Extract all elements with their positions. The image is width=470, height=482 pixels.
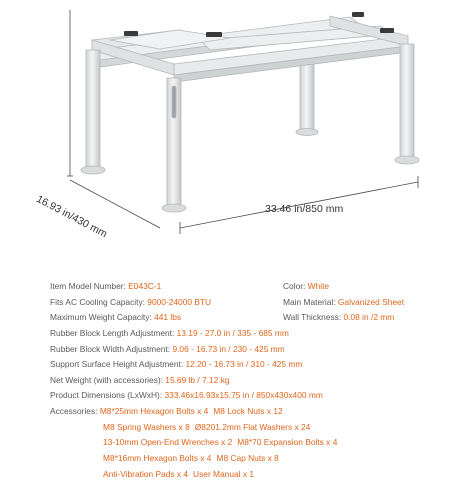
rubber-width-label: Rubber Block Width Adjustment: [50,343,171,354]
accessories-row-1 [50,404,465,420]
spec-row-weight-capacity [50,310,465,326]
spec-row-net-weight [50,373,465,389]
spec-row-rubber-width [50,342,465,358]
net-weight-label: Net Weight (with accessories): [50,374,163,385]
accessories-row-2 [50,420,465,436]
spec-row-cooling [50,295,465,311]
max-weight-label: Maximum Weight Capacity: [50,312,152,323]
accessory-item: M8*16mm Hexagon Bolts x 4 [103,453,212,464]
dimensions-label: Product Dimensions (LxWxH): [50,390,163,401]
color-value: White [307,281,330,291]
specifications [50,279,465,482]
accessory-item: M8 Spring Washers x 8 [103,421,190,432]
accessory-item: User Manual x 1 [193,468,255,479]
max-weight-value: 441 lbs [154,312,182,323]
material-label: Main Material: [283,296,336,307]
dimensions-value: 333.46x16.93x15.75 in / 850x430x400 mm [164,390,323,401]
rubber-length-value: 13.19 - 27.0 in / 335 - 685 mm [176,327,289,338]
rubber-length-label: Rubber Block Length Adjustment: [50,327,175,338]
width-dimension-label: 33.46 in/850 mm [265,203,344,215]
wall-spec [283,310,394,326]
wall-value: 0.08 in /2 mm [343,312,395,323]
accessory-item: Anti-Vibration Pads x 4 [103,468,189,479]
accessories-row-5 [50,467,465,482]
model-label: Item Model Number: [50,281,126,291]
cooling-value: 9000-24000 BTU [147,296,212,307]
depth-dimension-label: 16.93 in/430 mm [34,193,110,241]
support-height-value: 12.20 - 16.73 in / 310 - 425 mm [185,359,303,370]
color-label: Color: [283,281,306,291]
rubber-width-value: 9.06 - 16.73 in / 230 - 425 mm [172,343,285,354]
accessory-item: M8*25mm Hexagon Bolts x 4 [99,406,209,417]
model-value: E043C-1 [128,281,162,291]
net-weight-value: 15.69 lb / 7.12 kg [165,374,230,385]
accessory-item: M8 Lock Nuts x 12 [213,406,283,417]
accessories-label: Accessories: [50,406,98,417]
accessory-item: M8 Cap Nuts x 8 [216,453,279,464]
support-height-label: Support Surface Height Adjustment: [50,359,184,370]
spec-row-support-height [50,357,465,373]
accessories-row-4 [50,451,465,467]
accessory-item: 13-10mm Open-End Wrenches x 2 [103,437,233,448]
wall-label: Wall Thickness: [283,312,342,323]
accessory-item: Ø8201.2mm Flat Washers x 24 [194,421,311,432]
material-spec [283,295,404,311]
color-spec [283,279,329,295]
accessory-item: M8*70 Expansion Bolts x 4 [237,437,338,448]
spec-row-model [50,279,465,295]
cooling-label: Fits AC Cooling Capacity: [50,296,145,307]
material-value: Galvanized Sheet [337,296,405,307]
spec-row-rubber-length [50,326,465,342]
spec-row-dimensions [50,388,465,404]
accessories-row-3 [50,435,465,451]
